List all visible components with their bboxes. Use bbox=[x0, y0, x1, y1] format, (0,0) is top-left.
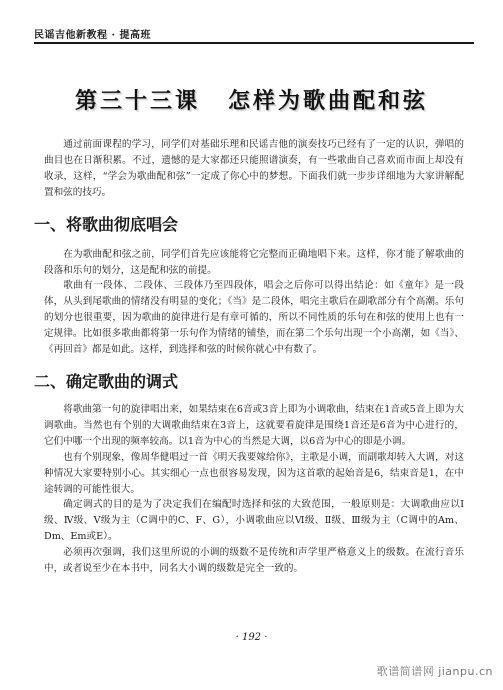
section2-paragraph: 确定调式的目的是为了决定我们在编配时选择和弦的大致范围，一般原则是：大调歌曲应以Ⅰ级、Ⅳ级、Ⅴ级为主（C调中的C、F、G），小调歌曲应以Ⅵ级、Ⅱ级、Ⅲ级为主（C调中的Am、Dm、Em或E）。 bbox=[44, 499, 464, 543]
site-watermark: 歌谱简谱网 jianpu.cn bbox=[376, 665, 493, 678]
section1-paragraph: 歌曲有一段体、二段体、三段体乃至四段体，唱会之后你可以得出结论：如《童年》是一段体，从头到尾歌曲的情绪没有明显的变化；《当》是二段体，唱完主歌后在副歌部分有个高潮。乐句的划分也很重要，因为歌曲的旋律进行是有章可循的，所以不同性质的乐句在和弦的使用上也有一定规律。比如很多歌曲都将第一乐句作为情绪的铺垫，而在第二个乐句出现一个小高潮，如《当》、《再回首》都是如此。这样，到选择和弦的时候你就心中有数了。 bbox=[44, 280, 464, 356]
section1-paragraph: 在为歌曲配和弦之前，同学们首先应该能将它完整而正确地唱下来。这样，你才能了解歌曲的段落和乐句的划分，这是配和弦的前提。 bbox=[44, 248, 464, 276]
section2-paragraph: 也有个别现象，像周华健唱过一首《明天我要嫁给你》，主歌是小调，而副歌却转入大调，对这种情况大家要特别小心。其实细心一点也很容易发现，因为这首歌的起始音是6，结束音是1，在中途转调的可能性很大。 bbox=[44, 451, 464, 495]
section2-paragraph: 必须再次强调，我们这里所说的小调的级数不是传统和声学里严格意义上的级数。在流行音乐中，或者说至少在本书中，同名大小调的级数是完全一致的。 bbox=[44, 547, 464, 575]
content-body bbox=[34, 137, 464, 577]
lesson-title bbox=[0, 84, 503, 115]
lesson-title-text: 怎样为歌曲配和弦 bbox=[228, 89, 429, 114]
section1-heading: 一、将歌曲彻底唱会 bbox=[34, 214, 179, 234]
section2-heading: 二、确定歌曲的调式 bbox=[34, 371, 179, 391]
page-number: · 192 · bbox=[235, 632, 268, 643]
lesson-number: 第三十三课 bbox=[74, 89, 200, 114]
intro-paragraph: 通过前面课程的学习，同学们对基础乐理和民谣吉他的演奏技巧已经有了一定的认识，弹唱的曲目也在日渐积累。不过，遗憾的是大家都还只能照谱演奏，有一些歌曲自己喜欢而市面上却没有收录，这样，“学会为歌曲配和弦”一定成了你心中的梦想。下面我们就一步步详细地为大家讲解配置和弦的技巧。 bbox=[44, 139, 464, 198]
header-rule bbox=[34, 42, 474, 44]
section2-paragraph: 将歌曲第一句的旋律唱出来，如果结束在6音或3音上即为小调歌曲，结束在1音或5音上即为大调歌曲。当然也有个别的大调歌曲结束在3音上，这就要看旋律是围绕1音还是6音为中心进行的，它们中哪一个出现的频率较高。以1音为中心的当然是大调，以6音为中心的即是小调。 bbox=[44, 403, 464, 447]
running-header: 民谣吉他新教程 · 提高班 bbox=[34, 30, 151, 41]
